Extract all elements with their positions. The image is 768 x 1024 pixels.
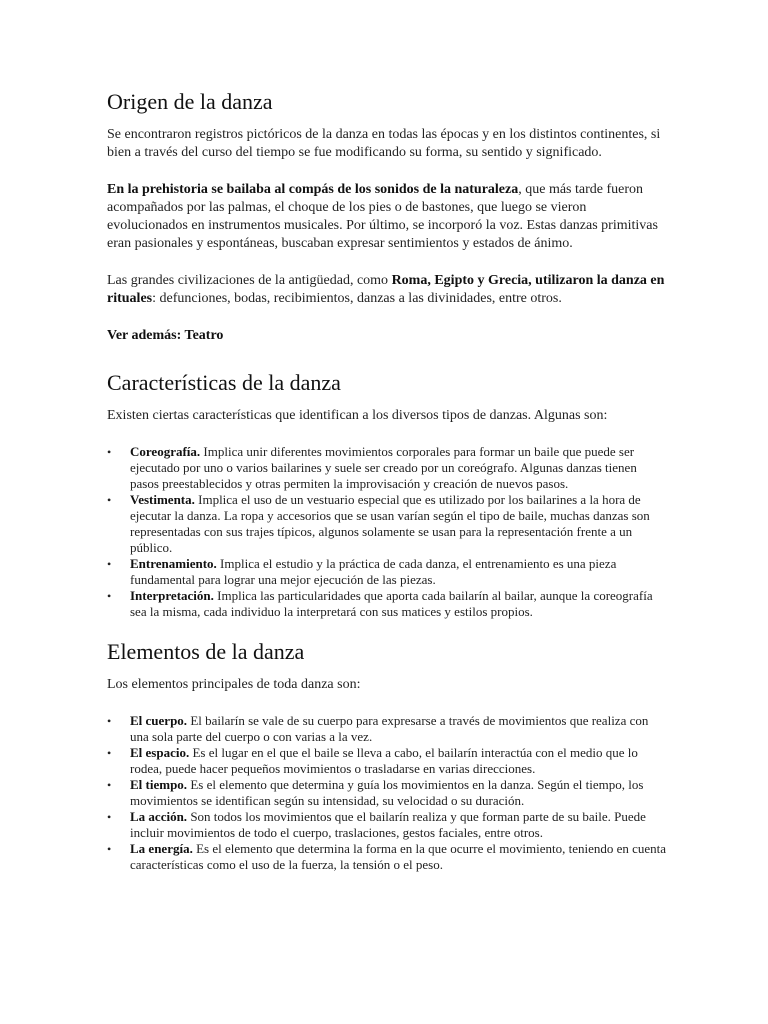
bullet-icon: •	[107, 557, 112, 571]
bullet-icon: •	[107, 842, 112, 856]
item-text: Es el lugar en el que el baile se lleva a cabo, el bailarín interactúa con el medio que lo rodea, puede hacer pequeños movimientos o trasladarse en varias direcciones.	[130, 745, 638, 776]
section-title-elementos: Elementos de la danza	[107, 639, 305, 664]
bullet-icon: •	[107, 445, 112, 459]
item-text: Implica las particularidades que aporta cada bailarín al bailar, aunque la coreografía sea la misma, cada individuo la interpretará con sus matices y estilos propios.	[130, 588, 653, 619]
section-title-caracteristicas: Características de la danza	[107, 370, 341, 395]
item-term: El cuerpo.	[130, 713, 188, 728]
bullet-icon: •	[107, 746, 112, 760]
paragraph-elementos-intro: Los elementos principales de toda danza son:	[107, 677, 361, 692]
caracteristicas-list	[107, 444, 667, 620]
see-also-text: Ver además: Teatro	[107, 328, 224, 343]
paragraph-origen-intro: Se encontraron registros pictóricos de la danza en todas las épocas y en los distintos continentes, si bien a través del curso del tiempo se fue modificando su forma, su sentido y significado.	[107, 127, 661, 160]
list-item	[107, 841, 667, 873]
item-text: Implica el estudio y la práctica de cada danza, el entrenamiento es una pieza fundamental para lograr una mejor ejecución de las piezas.	[130, 556, 617, 587]
item-term: La acción.	[130, 809, 188, 824]
civilizaciones-text-start: Las grandes civilizaciones de la antigüedad, como	[107, 273, 392, 288]
list-item	[107, 444, 667, 492]
item-text: Es el elemento que determina la forma en la que ocurre el movimiento, teniendo en cuenta características como el uso de la fuerza, la tensión o el peso.	[130, 841, 667, 872]
bullet-icon: •	[107, 778, 112, 792]
item-term: Coreografía.	[130, 444, 201, 459]
list-item	[107, 588, 667, 620]
prehistoria-text: , que más tarde fueron acompañados por las palmas, el choque de los pies o de bastones, que luego se vieron evolucionados en instrumentos musicales. Por último, se incorporó la voz. Estas danzas primitivas eran pasionales y espontáneas, buscaban expresar sentimientos y estados de ánimo.	[107, 182, 658, 251]
paragraph-civilizaciones	[107, 272, 667, 308]
item-text: Implica unir diferentes movimientos corporales para formar un baile que puede ser ejecutado por uno o varios bailarines y suele ser creado por un coreógrafo. Algunas danzas tienen pasos preestablecidos y otras permiten la improvisación y creación de nuevos pasos.	[130, 444, 637, 491]
item-term: Vestimenta.	[130, 492, 195, 507]
list-item	[107, 492, 667, 556]
item-term: Interpretación.	[130, 588, 214, 603]
list-item	[107, 556, 667, 588]
prehistoria-bold-text: En la prehistoria se bailaba al compás de los sonidos de la naturaleza	[107, 182, 519, 197]
list-item	[107, 745, 667, 777]
paragraph-prehistoria	[107, 181, 667, 253]
bullet-icon: •	[107, 714, 112, 728]
list-item	[107, 777, 667, 809]
elementos-list	[107, 713, 667, 873]
item-text: Es el elemento que determina y guía los movimientos en la danza. Según el tiempo, los movimientos se identifican según su intensidad, su velocidad o su duración.	[130, 777, 644, 808]
item-text: Implica el uso de un vestuario especial que es utilizado por los bailarines a la hora de ejecutar la danza. La ropa y accesorios que se usan varían según el tipo de baile, muchas danzas son representadas con sus trajes típicos, algunos solamente se usan para la representación frente a un público.	[130, 492, 650, 555]
item-term: El espacio.	[130, 745, 190, 760]
section-title-origen: Origen de la danza	[107, 89, 273, 114]
civilizaciones-bold-text: Roma, Egipto y Grecia, utilizaron la danza en rituales	[107, 273, 665, 306]
paragraph-caracteristicas-intro: Existen ciertas características que identifican a los diversos tipos de danzas. Algunas son:	[107, 408, 608, 423]
document-content	[107, 88, 667, 873]
bullet-icon: •	[107, 589, 112, 603]
see-also-link[interactable]	[107, 327, 667, 345]
civilizaciones-text-end: : defunciones, bodas, recibimientos, danzas a las divinidades, entre otros.	[152, 291, 562, 306]
list-item	[107, 713, 667, 745]
item-term: La energía.	[130, 841, 193, 856]
bullet-icon: •	[107, 810, 112, 824]
list-item	[107, 809, 667, 841]
item-term: El tiempo.	[130, 777, 188, 792]
bullet-icon: •	[107, 493, 112, 507]
item-text: El bailarín se vale de su cuerpo para expresarse a través de movimientos que realiza con una sola parte del cuerpo o con varias a la vez.	[130, 713, 649, 744]
item-term: Entrenamiento.	[130, 556, 217, 571]
item-text: Son todos los movimientos que el bailarín realiza y que forman parte de su baile. Puede incluir movimientos de todo el cuerpo, traslaciones, gestos faciales, entre otros.	[130, 809, 646, 840]
